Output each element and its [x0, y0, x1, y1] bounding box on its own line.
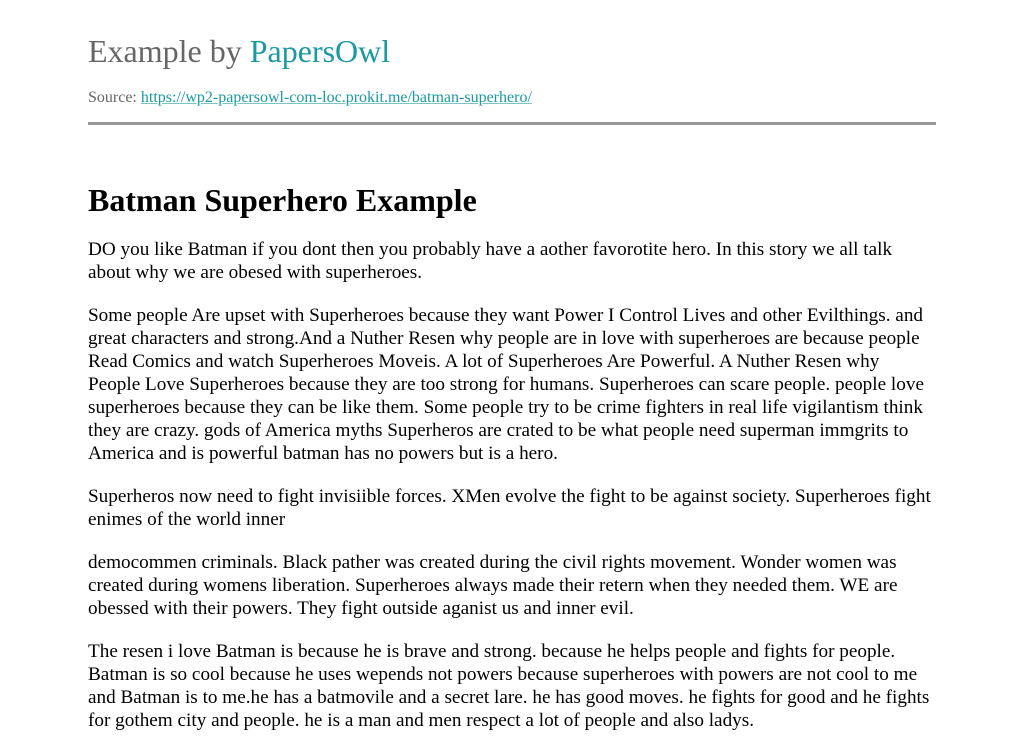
document-title: Batman Superhero Example — [88, 182, 477, 218]
paragraph: democommen criminals. Black pather was created during the civil rights movement. Wonder women was created during womens liberation. Superheroes always made their retern when they needed them. WE are obessed with their powers. They fight outside aganist us and inner evil. — [88, 552, 898, 619]
source-line — [88, 88, 532, 108]
source-label: Source: — [88, 89, 141, 106]
paragraph: DO you like Batman if you dont then you probably have a aother favorotite hero. In this story we all talk about why we are obesed with superheroes. — [88, 239, 893, 283]
document-body — [88, 238, 936, 752]
brand-header — [88, 32, 390, 70]
brand-prefix: Example by — [88, 33, 250, 69]
paragraph: Some people Are upset with Superheroes because they want Power I Control Lives and other Evilthings. and great characters and strong.And a Nuther Resen why people are in love with superheroes are because people Read Comics and watch Superheroes Moveis. A lot of Superheroes Are Powerful. A Nuther Resen why People Love Superheroes because they are too strong for humans. Superheroes can scare people. people love superheroes because they can be like them. Some people try to be crime fighters in real life vigilantism think they are crazy. gods of America myths Superheros are crated to be what people need superman immgrits to America and is powerful batman has no powers but is a hero. — [88, 305, 924, 464]
brand-name: PapersOwl — [249, 33, 391, 69]
source-link[interactable]: https://wp2-papersowl-com-loc.prokit.me/batman-superhero/ — [140, 89, 532, 106]
header-divider — [88, 122, 936, 125]
paragraph: The resen i love Batman is because he is brave and strong. because he helps people and fights for people. Batman is so cool because he uses wepends not powers because superheroes with powers are not cool to me and Batman is to me.he has a batmovile and a secret lare. he has good moves. he fights for good and he fights for gothem city and people. he is a man and men respect a lot of people and also ladys. — [88, 641, 930, 731]
paragraph: Superheros now need to fight invisiible forces. XMen evolve the fight to be against society. Superheroes fight enimes of the world inner — [88, 486, 931, 530]
